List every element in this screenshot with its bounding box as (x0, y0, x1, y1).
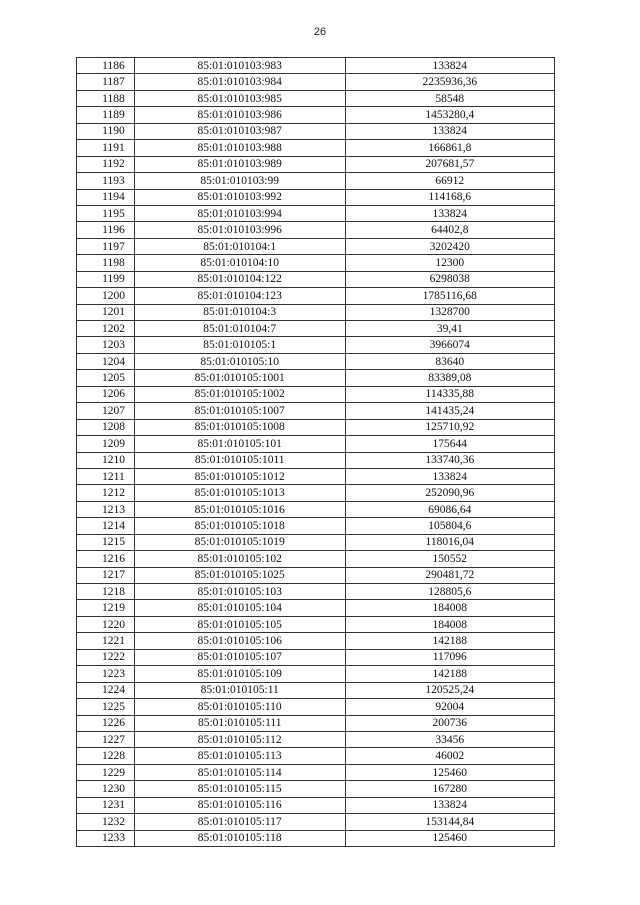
cadastral-number-cell: 85:01:010105:102 (134, 551, 345, 567)
cadastral-number-cell: 85:01:010103:986 (134, 107, 345, 123)
cadastral-number-cell: 85:01:010105:103 (134, 584, 345, 600)
cadastral-value-cell: 184008 (345, 616, 554, 632)
cadastral-value-cell: 150552 (345, 551, 554, 567)
row-number-cell: 1196 (77, 222, 135, 238)
cadastral-value-cell: 58548 (345, 90, 554, 106)
cadastral-number-cell: 85:01:010105:106 (134, 633, 345, 649)
row-number-cell: 1227 (77, 731, 135, 747)
row-number-cell: 1197 (77, 238, 135, 254)
cadastral-number-cell: 85:01:010105:1018 (134, 518, 345, 534)
table-row (77, 304, 555, 320)
cadastral-number-cell: 85:01:010105:112 (134, 731, 345, 747)
table-row (77, 173, 555, 189)
cadastral-value-cell: 125460 (345, 830, 554, 846)
cadastral-value-cell: 2235936,36 (345, 74, 554, 90)
cadastral-value-cell: 133824 (345, 58, 554, 74)
row-number-cell: 1224 (77, 682, 135, 698)
cadastral-number-cell: 85:01:010104:10 (134, 255, 345, 271)
cadastral-value-cell: 1328700 (345, 304, 554, 320)
row-number-cell: 1204 (77, 353, 135, 369)
cadastral-number-cell: 85:01:010103:983 (134, 58, 345, 74)
row-number-cell: 1212 (77, 485, 135, 501)
row-number-cell: 1203 (77, 337, 135, 353)
row-number-cell: 1207 (77, 403, 135, 419)
row-number-cell: 1219 (77, 600, 135, 616)
cadastral-value-cell: 125710,92 (345, 419, 554, 435)
cadastral-value-cell: 133824 (345, 123, 554, 139)
table-row (77, 699, 555, 715)
table-row (77, 781, 555, 797)
cadastral-value-cell: 69086,64 (345, 501, 554, 517)
table-row (77, 386, 555, 402)
cadastral-number-cell: 85:01:010105:118 (134, 830, 345, 846)
cadastral-number-cell: 85:01:010105:110 (134, 699, 345, 715)
row-number-cell: 1198 (77, 255, 135, 271)
cadastral-value-cell: 207681,57 (345, 156, 554, 172)
cadastral-number-cell: 85:01:010104:123 (134, 288, 345, 304)
row-number-cell: 1195 (77, 205, 135, 221)
cadastral-value-cell: 133824 (345, 468, 554, 484)
cadastral-number-cell: 85:01:010105:1002 (134, 386, 345, 402)
table-row (77, 403, 555, 419)
cadastral-value-cell: 200736 (345, 715, 554, 731)
table-row (77, 715, 555, 731)
cadastral-number-cell: 85:01:010103:987 (134, 123, 345, 139)
cadastral-number-cell: 85:01:010103:988 (134, 140, 345, 156)
cadastral-value-cell: 64402,8 (345, 222, 554, 238)
table-row (77, 123, 555, 139)
table-row (77, 156, 555, 172)
table-row (77, 666, 555, 682)
cadastral-value-cell: 128805,6 (345, 584, 554, 600)
row-number-cell: 1220 (77, 616, 135, 632)
table-row (77, 90, 555, 106)
row-number-cell: 1188 (77, 90, 135, 106)
table-row (77, 633, 555, 649)
row-number-cell: 1228 (77, 748, 135, 764)
table-row (77, 419, 555, 435)
cadastral-number-cell: 85:01:010105:1007 (134, 403, 345, 419)
table-row (77, 584, 555, 600)
row-number-cell: 1190 (77, 123, 135, 139)
row-number-cell: 1189 (77, 107, 135, 123)
row-number-cell: 1200 (77, 288, 135, 304)
row-number-cell: 1208 (77, 419, 135, 435)
cadastral-number-cell: 85:01:010105:101 (134, 436, 345, 452)
row-number-cell: 1215 (77, 534, 135, 550)
cadastral-value-cell: 46002 (345, 748, 554, 764)
table-row (77, 534, 555, 550)
cadastral-value-cell: 141435,24 (345, 403, 554, 419)
row-number-cell: 1202 (77, 321, 135, 337)
row-number-cell: 1210 (77, 452, 135, 468)
cadastral-value-table (76, 57, 555, 847)
row-number-cell: 1225 (77, 699, 135, 715)
table-row (77, 140, 555, 156)
row-number-cell: 1191 (77, 140, 135, 156)
table-row (77, 501, 555, 517)
cadastral-number-cell: 85:01:010105:1025 (134, 567, 345, 583)
table-row (77, 764, 555, 780)
cadastral-value-cell: 142188 (345, 666, 554, 682)
table-row (77, 468, 555, 484)
row-number-cell: 1206 (77, 386, 135, 402)
cadastral-value-cell: 39,41 (345, 321, 554, 337)
table-row (77, 205, 555, 221)
row-number-cell: 1186 (77, 58, 135, 74)
table-body (77, 58, 555, 847)
table-row (77, 830, 555, 846)
cadastral-value-cell: 184008 (345, 600, 554, 616)
row-number-cell: 1222 (77, 649, 135, 665)
row-number-cell: 1230 (77, 781, 135, 797)
table-row (77, 797, 555, 813)
cadastral-value-cell: 167280 (345, 781, 554, 797)
cadastral-number-cell: 85:01:010105:107 (134, 649, 345, 665)
row-number-cell: 1192 (77, 156, 135, 172)
cadastral-value-cell: 290481,72 (345, 567, 554, 583)
row-number-cell: 1201 (77, 304, 135, 320)
cadastral-value-cell: 3202420 (345, 238, 554, 254)
table-row (77, 518, 555, 534)
cadastral-value-cell: 92004 (345, 699, 554, 715)
table-row (77, 814, 555, 830)
cadastral-number-cell: 85:01:010104:7 (134, 321, 345, 337)
cadastral-value-cell: 117096 (345, 649, 554, 665)
table-row (77, 682, 555, 698)
cadastral-number-cell: 85:01:010105:113 (134, 748, 345, 764)
cadastral-value-cell: 133740,36 (345, 452, 554, 468)
row-number-cell: 1229 (77, 764, 135, 780)
cadastral-value-cell: 125460 (345, 764, 554, 780)
cadastral-number-cell: 85:01:010103:984 (134, 74, 345, 90)
table-row (77, 58, 555, 74)
table-row (77, 485, 555, 501)
row-number-cell: 1232 (77, 814, 135, 830)
cadastral-number-cell: 85:01:010105:114 (134, 764, 345, 780)
row-number-cell: 1217 (77, 567, 135, 583)
cadastral-value-cell: 6298038 (345, 271, 554, 287)
row-number-cell: 1231 (77, 797, 135, 813)
cadastral-value-cell: 252090,96 (345, 485, 554, 501)
table-row (77, 436, 555, 452)
row-number-cell: 1209 (77, 436, 135, 452)
table-row (77, 731, 555, 747)
row-number-cell: 1193 (77, 173, 135, 189)
cadastral-number-cell: 85:01:010103:989 (134, 156, 345, 172)
cadastral-value-cell: 153144,84 (345, 814, 554, 830)
table-row (77, 255, 555, 271)
row-number-cell: 1205 (77, 370, 135, 386)
row-number-cell: 1216 (77, 551, 135, 567)
cadastral-number-cell: 85:01:010105:1013 (134, 485, 345, 501)
cadastral-number-cell: 85:01:010105:11 (134, 682, 345, 698)
cadastral-number-cell: 85:01:010105:1012 (134, 468, 345, 484)
cadastral-value-cell: 133824 (345, 797, 554, 813)
cadastral-value-cell: 1785116,68 (345, 288, 554, 304)
cadastral-value-cell: 1453280,4 (345, 107, 554, 123)
table-row (77, 551, 555, 567)
table-row (77, 600, 555, 616)
cadastral-number-cell: 85:01:010105:1 (134, 337, 345, 353)
row-number-cell: 1223 (77, 666, 135, 682)
row-number-cell: 1214 (77, 518, 135, 534)
cadastral-number-cell: 85:01:010104:122 (134, 271, 345, 287)
table-row (77, 616, 555, 632)
cadastral-number-cell: 85:01:010105:104 (134, 600, 345, 616)
row-number-cell: 1226 (77, 715, 135, 731)
cadastral-number-cell: 85:01:010105:117 (134, 814, 345, 830)
cadastral-number-cell: 85:01:010105:115 (134, 781, 345, 797)
table-row (77, 288, 555, 304)
cadastral-value-cell: 83640 (345, 353, 554, 369)
table-row (77, 74, 555, 90)
cadastral-number-cell: 85:01:010105:1001 (134, 370, 345, 386)
cadastral-value-cell: 118016,04 (345, 534, 554, 550)
cadastral-number-cell: 85:01:010103:985 (134, 90, 345, 106)
row-number-cell: 1187 (77, 74, 135, 90)
cadastral-value-cell: 120525,24 (345, 682, 554, 698)
cadastral-number-cell: 85:01:010105:1016 (134, 501, 345, 517)
cadastral-value-cell: 66912 (345, 173, 554, 189)
table-row (77, 321, 555, 337)
cadastral-value-cell: 114168,6 (345, 189, 554, 205)
page-number: 26 (313, 26, 327, 38)
cadastral-value-cell: 12300 (345, 255, 554, 271)
cadastral-number-cell: 85:01:010105:1019 (134, 534, 345, 550)
table-row (77, 748, 555, 764)
row-number-cell: 1218 (77, 584, 135, 600)
row-number-cell: 1213 (77, 501, 135, 517)
cadastral-value-cell: 33456 (345, 731, 554, 747)
cadastral-number-cell: 85:01:010103:994 (134, 205, 345, 221)
cadastral-number-cell: 85:01:010105:109 (134, 666, 345, 682)
row-number-cell: 1233 (77, 830, 135, 846)
cadastral-value-cell: 133824 (345, 205, 554, 221)
table-row (77, 567, 555, 583)
table-row (77, 452, 555, 468)
table-row (77, 649, 555, 665)
row-number-cell: 1194 (77, 189, 135, 205)
cadastral-number-cell: 85:01:010105:1008 (134, 419, 345, 435)
cadastral-value-cell: 105804,6 (345, 518, 554, 534)
table-row (77, 337, 555, 353)
cadastral-number-cell: 85:01:010105:10 (134, 353, 345, 369)
cadastral-number-cell: 85:01:010104:1 (134, 238, 345, 254)
cadastral-value-cell: 83389,08 (345, 370, 554, 386)
table-row (77, 353, 555, 369)
cadastral-number-cell: 85:01:010105:116 (134, 797, 345, 813)
table-row (77, 189, 555, 205)
cadastral-number-cell: 85:01:010105:105 (134, 616, 345, 632)
cadastral-value-cell: 3966074 (345, 337, 554, 353)
row-number-cell: 1211 (77, 468, 135, 484)
cadastral-value-cell: 175644 (345, 436, 554, 452)
table-row (77, 271, 555, 287)
table-row (77, 370, 555, 386)
row-number-cell: 1221 (77, 633, 135, 649)
cadastral-value-cell: 142188 (345, 633, 554, 649)
cadastral-number-cell: 85:01:010104:3 (134, 304, 345, 320)
table-row (77, 238, 555, 254)
cadastral-value-cell: 114335,88 (345, 386, 554, 402)
table-row (77, 222, 555, 238)
cadastral-number-cell: 85:01:010105:111 (134, 715, 345, 731)
cadastral-number-cell: 85:01:010103:996 (134, 222, 345, 238)
cadastral-number-cell: 85:01:010103:992 (134, 189, 345, 205)
table-row (77, 107, 555, 123)
cadastral-number-cell: 85:01:010103:99 (134, 173, 345, 189)
cadastral-value-cell: 166861,8 (345, 140, 554, 156)
cadastral-number-cell: 85:01:010105:1011 (134, 452, 345, 468)
row-number-cell: 1199 (77, 271, 135, 287)
